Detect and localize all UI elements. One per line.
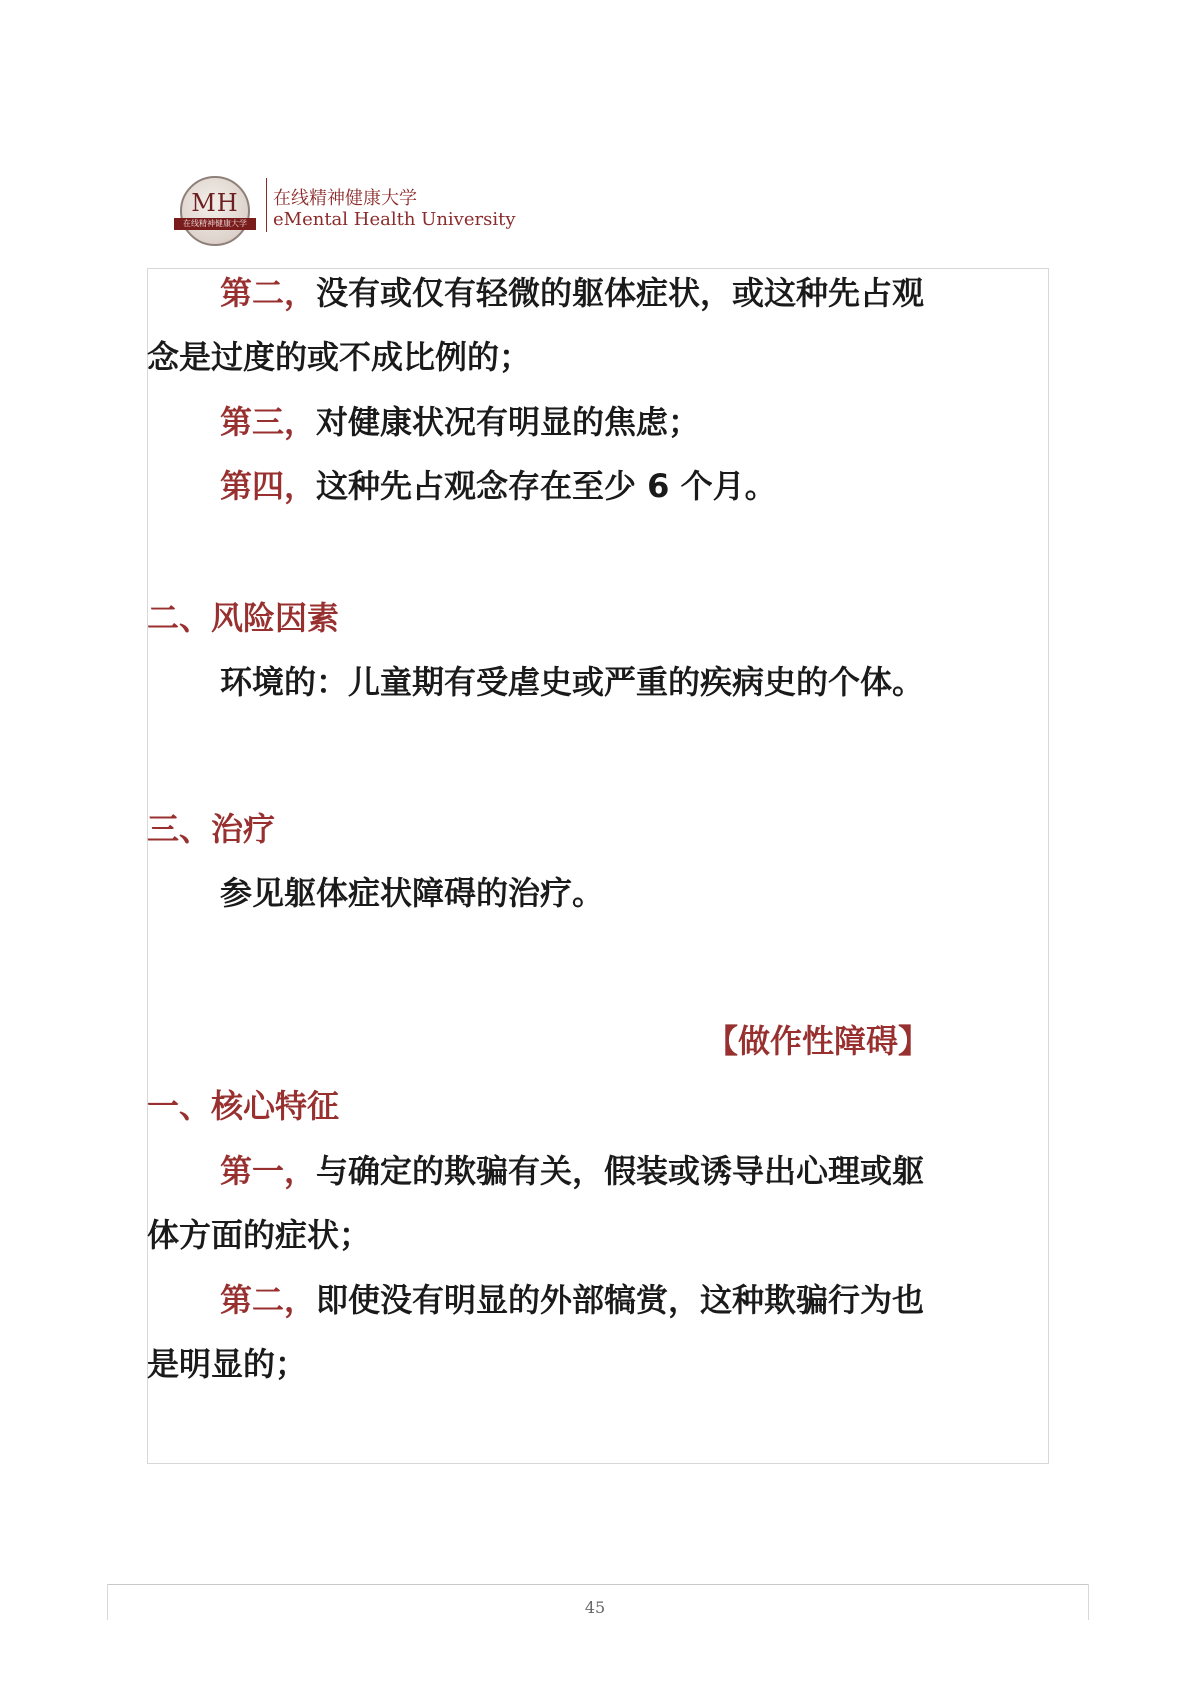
criterion-2-line-1 (220, 273, 924, 313)
logo-mark: MH (191, 189, 239, 217)
criterion-text: 对健康状况有明显的焦虑； (316, 403, 701, 441)
feature-1-line-2: 体方面的症状； (147, 1216, 372, 1254)
criterion-label: 第三， (220, 403, 317, 441)
criterion-text: 与确定的欺骗有关，假装或诱导出心理或躯 (316, 1152, 925, 1190)
criterion-label: 第二， (220, 274, 317, 312)
content-box (147, 268, 1049, 1464)
treatment-heading: 三、治疗 (147, 810, 276, 848)
criterion-label: 第一， (220, 1152, 317, 1190)
treatment-text: 参见躯体症状障碍的治疗。 (220, 874, 605, 912)
logo-english-name: eMental Health University (273, 209, 516, 230)
logo-band: 在线精神健康大学 (174, 218, 256, 230)
footer-divider (107, 1584, 1089, 1585)
feature-2-line-1 (220, 1280, 924, 1320)
factitious-disorder-title: 【做作性障碍】 (706, 1022, 931, 1060)
criterion-text: 即使没有明显的外部犒赏，这种欺骗行为也 (316, 1281, 925, 1319)
criterion-text: 没有或仅有轻微的躯体症状，或这种先占观 (316, 274, 925, 312)
criterion-label: 第二， (220, 1281, 317, 1319)
criterion-text: 这种先占观念存在至少 6 个月。 (316, 467, 777, 505)
feature-2-line-2: 是明显的； (147, 1345, 308, 1383)
university-logo (174, 172, 516, 252)
criterion-label: 第四， (220, 467, 317, 505)
logo-seal-icon (180, 176, 250, 246)
logo-chinese-name: 在线精神健康大学 (273, 188, 417, 209)
criterion-4 (220, 466, 777, 506)
page-number: 45 (584, 1598, 606, 1617)
feature-1-line-1 (220, 1151, 924, 1191)
criterion-3 (220, 402, 700, 442)
risk-factors-text: 环境的：儿童期有受虐史或严重的疾病史的个体。 (220, 663, 925, 701)
risk-factors-heading: 二、风险因素 (147, 599, 340, 637)
logo-divider (266, 178, 267, 232)
core-features-heading: 一、核心特征 (147, 1087, 340, 1125)
criterion-2-line-2: 念是过度的或不成比例的； (147, 338, 532, 376)
